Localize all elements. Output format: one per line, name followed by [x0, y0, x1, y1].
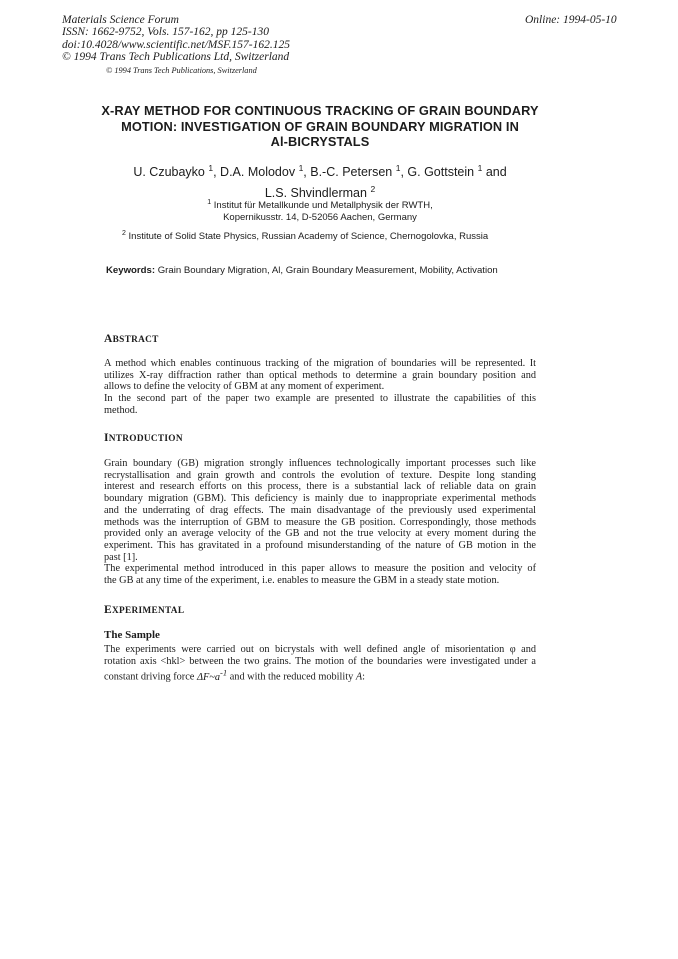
introduction-heading: INTRODUCTION	[104, 432, 183, 444]
text-line: interest and research efforts on this process, there is a substantial lack of reliable data on grain	[104, 481, 536, 493]
text-line: past [1].	[104, 551, 138, 563]
text-line: method.	[104, 404, 138, 416]
affil-marker: 1	[395, 163, 401, 173]
affil-marker: 1	[477, 163, 483, 173]
journal-issn: ISSN: 1662-9752, Vols. 157-162, pp 125-130	[62, 26, 269, 39]
title-line-2: MOTION: INVESTIGATION OF GRAIN BOUNDARY MIGRATION IN	[121, 118, 519, 134]
affil-marker: 1	[298, 163, 304, 173]
affiliation-1-line-2: Kopernikusstr. 14, D-52056 Aachen, Germany	[223, 212, 417, 224]
affil-marker: 1	[207, 199, 212, 206]
text-line: experiment. This has gravitated in a profound misunderstanding of the nature of GB motion in the	[104, 539, 536, 551]
driving-force-formula: $\Delta F\sim a^{-1}$	[196, 667, 228, 683]
keywords-text: Grain Boundary Migration, Al, Grain Boundary Measurement, Mobility, Activation	[157, 265, 498, 276]
section-subheading: The Sample	[104, 629, 160, 641]
affil-marker: 2	[370, 184, 376, 195]
text-line: boundary migration (GBM). This deficiency is mainly due to inappropriate experimental methods	[104, 493, 536, 505]
affiliation-2	[122, 230, 488, 242]
paper-title	[100, 103, 540, 150]
introduction-text	[104, 458, 536, 587]
text-line: constant driving force $\Delta F\sim a^{-1}$ and with the reduced mobility A:	[104, 667, 366, 683]
affil-marker: 1	[208, 163, 214, 173]
author-4: G. Gottstein	[407, 165, 475, 180]
keywords	[106, 265, 498, 276]
experimental-text	[104, 644, 536, 684]
text-line: The experiments were carried out on bicrystals with well defined angle of misorientation φ and	[104, 644, 536, 655]
author-list: U. Czubayko $^1$, D.A. Molodov $^1$, B.-C. Petersen $^1$, G. Gottstein $^1$ and L.S. Shvindlerman $^2$	[133, 163, 507, 201]
online-date: Online: 1994-05-10	[525, 14, 617, 26]
copyright-notice: © 1994 Trans Tech Publications, Switzerland	[106, 66, 257, 75]
title-line-1: X-RAY METHOD FOR CONTINUOUS TRACKING OF GRAIN BOUNDARY	[101, 103, 539, 118]
abstract-heading: ABSTRACT	[104, 333, 159, 345]
text-line: and the underrating of drag effects. The main disadvantage of the previously used experimental	[104, 504, 536, 516]
mobility-symbol: A	[355, 671, 363, 683]
journal-doi: doi:10.4028/www.scientific.net/MSF.157-162.125	[62, 38, 290, 51]
text-line: rotation axis <hkl> between the two grains. The motion of the boundaries were investigated under a	[104, 655, 536, 667]
text-line: The experimental method introduced in this paper allows to measure the position and velocity of	[104, 563, 536, 575]
text-line: the GB at any time of the experiment, i.e. enables to measure the GBM in a steady state motion.	[104, 575, 500, 587]
author-2: D.A. Molodov	[220, 165, 296, 180]
journal-header	[62, 14, 290, 63]
affil-marker: 2	[122, 230, 126, 237]
text-line: In the second part of the paper two example are presented to illustrate the capabilities of this	[104, 393, 536, 405]
affiliation-1-line-1: Institut für Metallkunde und Metallphysik der RWTH,	[213, 200, 433, 212]
text-line: allows to define the velocity of GBM at any moment of experiment.	[104, 381, 385, 393]
text-line: utilizes X-ray diffraction rather than optical methods to determine a grain boundary position and	[104, 369, 536, 381]
abstract-text	[104, 358, 536, 417]
author-1: U. Czubayko	[133, 165, 205, 180]
keywords-label: Keywords:	[106, 265, 156, 276]
text-line: methods was the interruption of GBM to measure the GB position. Correspondingly, those methods	[104, 516, 536, 528]
text-line: recrystallisation and grain growth and controls the evolution of texture. Despite long standing	[104, 469, 536, 481]
text-line: Grain boundary (GB) migration strongly influences technologically important processes such like	[104, 458, 536, 469]
affiliation-1	[100, 197, 540, 225]
text-line: provided only an average velocity of the GB and not the true velocity at every moment during the	[104, 528, 536, 540]
text-line: A method which enables continuous tracking of the migration of boundaries will be represented. It	[104, 358, 536, 369]
author-5: L.S. Shvindlerman	[264, 186, 367, 201]
author-3: B.-C. Petersen	[310, 165, 393, 180]
title-line-3: Al-BICRYSTALS	[270, 134, 370, 149]
journal-copyright: © 1994 Trans Tech Publications Ltd, Switzerland	[62, 50, 290, 63]
affiliation-2-text: Institute of Solid State Physics, Russian Academy of Science, Chernogolovka, Russia	[128, 231, 489, 243]
author-conjunction: and	[485, 165, 507, 180]
experimental-heading: EXPERIMENTAL	[104, 604, 185, 616]
journal-name: Materials Science Forum	[62, 14, 179, 26]
